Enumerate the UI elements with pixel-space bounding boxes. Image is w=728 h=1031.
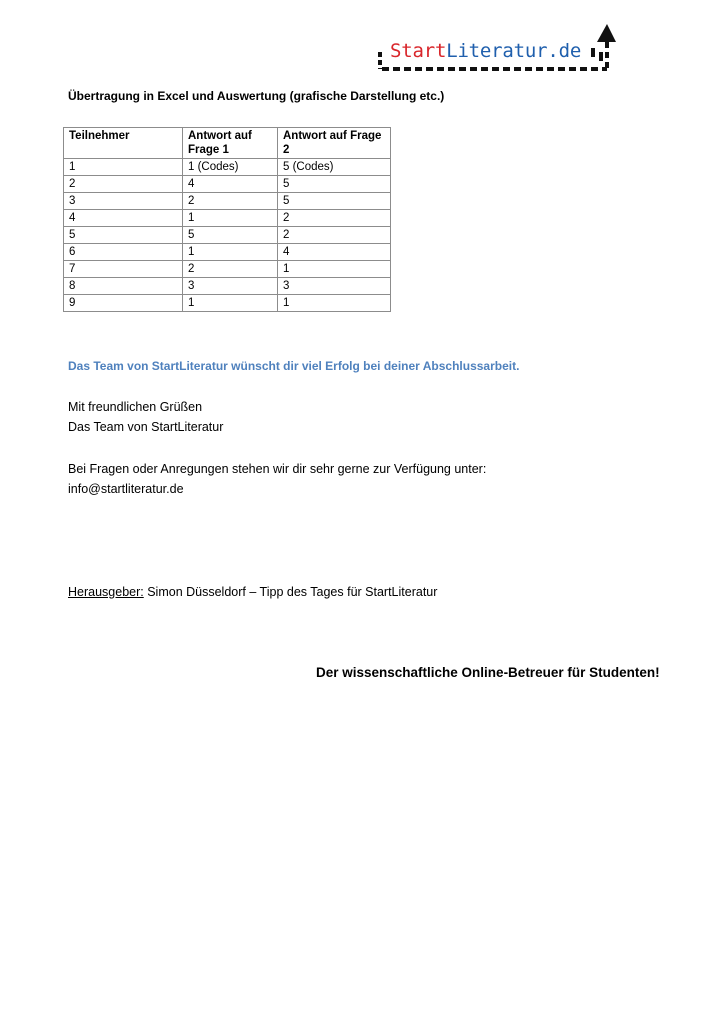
table-row [64, 176, 391, 193]
table-cell: 9 [64, 295, 183, 312]
table-cell: 2 [278, 227, 391, 244]
table-cell: 3 [278, 278, 391, 295]
signature-line: Das Team von StartLiteratur [68, 419, 224, 434]
table-cell: 1 [64, 159, 183, 176]
table-cell: 1 [183, 295, 278, 312]
table-cell: 5 [278, 176, 391, 193]
table-cell: 1 [183, 244, 278, 261]
publisher-line [68, 583, 437, 603]
table-cell: 5 [183, 227, 278, 244]
table-cell: 1 [278, 295, 391, 312]
logo-arrow-head-icon [597, 24, 616, 42]
table-row [64, 261, 391, 278]
table-cell: 3 [64, 193, 183, 210]
publisher-text: Simon Düsseldorf – Tipp des Tages für StartLiteratur [143, 585, 438, 599]
greeting-block [68, 398, 223, 437]
logo-start: Start [390, 40, 447, 62]
logo-mark-2 [599, 52, 603, 61]
success-wish: Das Team von StartLiteratur wünscht dir viel Erfolg bei deiner Abschlussarbeit. [68, 359, 520, 373]
table-header-row [64, 128, 391, 159]
table-header-cell: Teilnehmer [64, 128, 183, 159]
table-cell: 1 [278, 261, 391, 278]
table-header-cell: Antwort auf Frage 1 [183, 128, 278, 159]
table-cell: 2 [183, 261, 278, 278]
table-cell: 4 [278, 244, 391, 261]
table-cell: 1 (Codes) [183, 159, 278, 176]
table-cell: 4 [64, 210, 183, 227]
table-cell: 1 [183, 210, 278, 227]
table-row [64, 244, 391, 261]
table-cell: 7 [64, 261, 183, 278]
table-cell: 5 [278, 193, 391, 210]
table-cell: 3 [183, 278, 278, 295]
table-cell: 5 [64, 227, 183, 244]
table-row [64, 227, 391, 244]
table-cell: 2 [183, 193, 278, 210]
table-cell: 2 [64, 176, 183, 193]
answers-table [63, 127, 391, 312]
publisher-label: Herausgeber: [68, 585, 144, 599]
table-row [64, 295, 391, 312]
contact-block [68, 460, 486, 499]
logo-wordmark [390, 40, 581, 62]
table-row [64, 193, 391, 210]
table-cell: 5 (Codes) [278, 159, 391, 176]
logo-literatur: Literatur.de [446, 40, 582, 62]
table-cell: 2 [278, 210, 391, 227]
table-row [64, 159, 391, 176]
section-heading: Übertragung in Excel und Auswertung (grafische Darstellung etc.) [68, 89, 445, 103]
tagline: Der wissenschaftliche Online-Betreuer für Studenten! [316, 665, 660, 680]
table-cell: 4 [183, 176, 278, 193]
contact-line: Bei Fragen oder Anregungen stehen wir dir sehr gerne zur Verfügung unter: [68, 462, 487, 476]
contact-email[interactable]: info@startliteratur.de [68, 481, 184, 496]
table-row [64, 278, 391, 295]
greeting-line: Mit freundlichen Grüßen [68, 400, 203, 414]
table-cell: 8 [64, 278, 183, 295]
table-cell: 6 [64, 244, 183, 261]
table-header-cell: Antwort auf Frage 2 [278, 128, 391, 159]
table-row [64, 210, 391, 227]
logo-mark-1 [591, 48, 595, 57]
startliteratur-logo [374, 18, 636, 78]
